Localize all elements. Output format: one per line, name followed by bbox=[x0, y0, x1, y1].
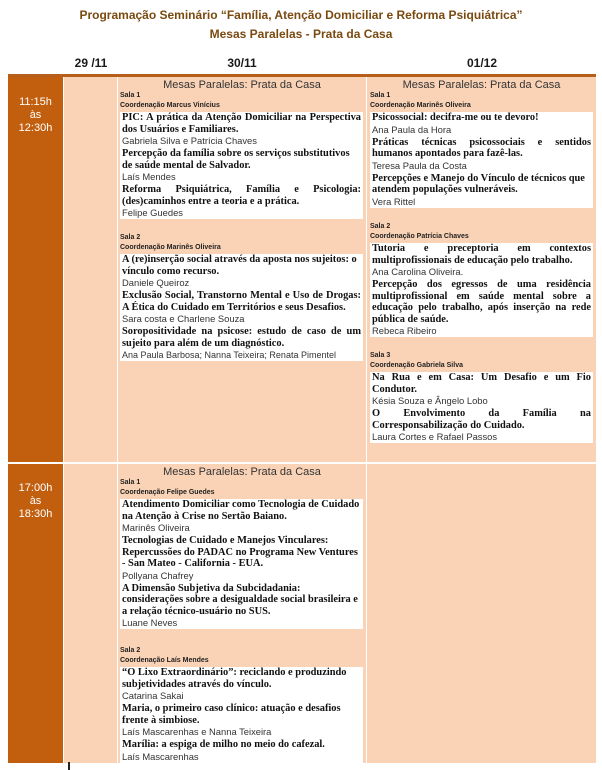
talk-authors: Luane Neves bbox=[122, 617, 178, 628]
talk-authors: Laura Cortes e Rafael Passos bbox=[372, 431, 498, 442]
talk-title: Atendimento Domiciliar como Tecnologia de Cuidado na Atenção à Crise no Sertão Baiano. bbox=[122, 499, 360, 522]
talk-list bbox=[370, 372, 593, 443]
talk-title: Percepção da família sobre os serviços substitutivos de saúde mental de Salvador. bbox=[122, 148, 350, 171]
coordinator: Coordenação Felipe Guedes bbox=[120, 489, 215, 496]
talk-title: Soropositividade na psicose: estudo de caso de um sujeito para além de um diagnóstico. bbox=[122, 326, 361, 349]
talk-authors: Laís Mendes bbox=[122, 171, 176, 182]
talk-list bbox=[120, 667, 363, 763]
day-header-3011: 30/11 bbox=[227, 56, 257, 70]
talk-title: Práticas técnicas psicossociais e sentidos humanos apontados para fazê-las. bbox=[372, 136, 591, 159]
talk-title: Reforma Psiquiátrica, Família e Psicologia: (des)caminhos entre a teoria e a prática. bbox=[122, 184, 361, 207]
talk-title: Na Rua e em Casa: Um Desafio e um Fio Condutor. bbox=[372, 372, 591, 395]
band-label: Mesas Paralelas: Prata da Casa bbox=[163, 466, 321, 478]
talk-authors: Vera Rittel bbox=[372, 195, 416, 207]
talk-authors: Teresa Paula da Costa bbox=[372, 159, 467, 171]
talk-list bbox=[370, 112, 593, 208]
talk-authors: Ana Carolina Oliveira. bbox=[372, 266, 464, 277]
talk-title: Tutoria e preceptoria em contextos multiprofissionais de educação pelo trabalho. bbox=[372, 243, 591, 266]
talk-title: “O Lixo Extraordinário”: reciclando e produzindo subjetividades através do vínculo. bbox=[122, 667, 347, 690]
room-label: Sala 2 bbox=[370, 223, 391, 230]
session-3011-morning-sala2 bbox=[120, 233, 363, 362]
talk-authors: Marinês Oliveira bbox=[122, 522, 190, 533]
band-label: Mesas Paralelas: Prata da Casa bbox=[402, 79, 561, 91]
coordinator: Coordenação Gabriela Silva bbox=[370, 362, 463, 369]
talk-title: Tecnologias de Cuidado e Manejos Vinculares: Repercussões do PADAC no Programa New Ventures - San Mateo - California - EUA. bbox=[122, 535, 358, 569]
talk-authors: Késia Souza e Ângelo Lobo bbox=[372, 395, 488, 406]
talk-authors: Sara costa e Charlene Souza bbox=[122, 313, 245, 324]
talk-title: PIC: A prática da Atenção Domiciliar na Perspectiva dos Usuários e Familiares. bbox=[122, 112, 361, 135]
talk-list bbox=[120, 254, 363, 361]
time-sep: às bbox=[29, 495, 42, 507]
talk-authors: Rebeca Ribeiro bbox=[372, 325, 437, 336]
session-0112-morning-sala1 bbox=[370, 91, 593, 209]
coordinator: Coordenação Laís Mendes bbox=[120, 657, 209, 664]
session-0112-morning-sala2 bbox=[370, 222, 593, 338]
page-marker bbox=[68, 762, 70, 770]
talk-authors: Pollyana Chafrey bbox=[122, 569, 194, 581]
talk-title: O Envolvimento da Família na Corresponsabilização do Cuidado. bbox=[372, 408, 591, 431]
cell-2911-afternoon bbox=[64, 464, 117, 763]
talk-list bbox=[370, 243, 593, 337]
page-subtitle: Mesas Paralelas - Prata da Casa bbox=[209, 27, 393, 41]
session-3011-afternoon-sala1 bbox=[120, 478, 363, 630]
talk-title: Psicossocial: decifra-me ou te devoro! bbox=[372, 112, 539, 123]
talk-authors: Ana Paula Barbosa; Nanna Teixeira; Renata Pimentel bbox=[122, 350, 336, 360]
session-0112-morning-sala3 bbox=[370, 351, 593, 444]
room-label: Sala 1 bbox=[370, 92, 391, 99]
talk-title: Percepção dos egressos de uma residência multiprofissional em saúde mental sobre a educação pelo trabalho, após inserção na rede pública de saúde. bbox=[372, 279, 591, 325]
room-label: Sala 2 bbox=[120, 234, 141, 241]
talk-authors: Gabriela Silva e Patrícia Chaves bbox=[122, 135, 257, 146]
talk-title: Marília: a espiga de milho no meio do cafezal. bbox=[122, 739, 325, 750]
time-start: 17:00h bbox=[18, 482, 53, 494]
cell-0112-afternoon bbox=[367, 464, 596, 763]
talk-title: A Dimensão Subjetiva da Subcidadania: considerações sobre a desigualdade social brasileira e a relação técnico-usuário no SUS. bbox=[122, 582, 358, 617]
talk-list bbox=[120, 112, 363, 219]
time-end: 12:30h bbox=[18, 122, 53, 134]
page-title: Programação Seminário “Família, Atenção Domiciliar e Reforma Psiquiátrica” bbox=[79, 8, 523, 22]
talk-authors: Daniele Queiroz bbox=[122, 277, 190, 288]
cell-2911-morning bbox=[64, 77, 117, 462]
talk-title: Exclusão Social, Transtorno Mental e Uso de Drogas: A Ética do Cuidado em Territórios e seus Desafios. bbox=[122, 290, 361, 313]
time-end: 18:30h bbox=[18, 508, 53, 520]
talk-authors: Catarina Sakai bbox=[122, 690, 184, 701]
coordinator: Coordenação Marinês Oliveira bbox=[120, 244, 221, 251]
day-header-0112: 01/12 bbox=[466, 56, 498, 70]
coordinator: Coordenação Patrícia Chaves bbox=[370, 233, 469, 240]
talk-title: Percepções e Manejo do Vínculo de técnicos que atendem populações vulneráveis. bbox=[372, 172, 585, 195]
talk-authors: Laís Mascarenhas bbox=[122, 750, 199, 762]
session-3011-morning-sala1 bbox=[120, 91, 363, 220]
talk-authors: Laís Mascarenhas e Nanna Teixeira bbox=[122, 726, 272, 737]
room-label: Sala 2 bbox=[120, 647, 141, 654]
coordinator: Coordenação Marinês Oliveira bbox=[370, 102, 471, 109]
time-slot-morning bbox=[8, 77, 63, 462]
talk-authors: Ana Paula da Hora bbox=[372, 123, 452, 135]
band-label: Mesas Paralelas: Prata da Casa bbox=[163, 79, 321, 91]
talk-list bbox=[120, 499, 363, 629]
talk-title: Maria, o primeiro caso clínico: atuação e desafios frente à simbiose. bbox=[122, 703, 341, 726]
coordinator: Coordenação Marcus Vinícius bbox=[120, 102, 220, 109]
talk-title: A (re)inserção social através da aposta nos sujeitos: o vínculo como recurso. bbox=[122, 254, 357, 277]
day-header-2911: 29 /11 bbox=[74, 56, 108, 70]
time-slot-afternoon bbox=[8, 464, 63, 763]
room-label: Sala 3 bbox=[370, 352, 391, 359]
room-label: Sala 1 bbox=[120, 479, 141, 486]
time-sep: às bbox=[29, 109, 42, 121]
session-3011-afternoon-sala2 bbox=[120, 646, 363, 764]
time-start: 11:15h bbox=[19, 96, 52, 108]
room-label: Sala 1 bbox=[120, 92, 141, 99]
talk-authors: Felipe Guedes bbox=[122, 207, 183, 218]
